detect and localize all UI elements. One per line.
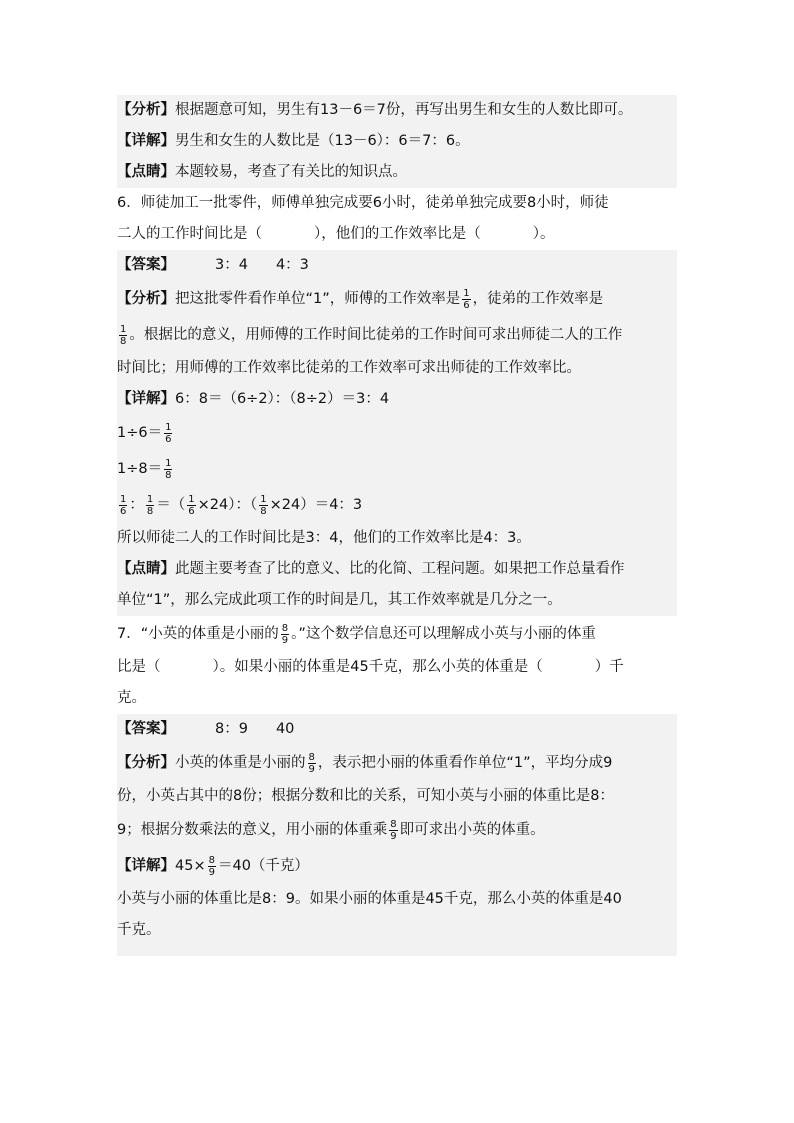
q6-text-a: 二人的工作时间比是（ xyxy=(117,226,262,242)
q6-text-c: ）。 xyxy=(532,226,555,242)
q7-answer-1: 8：9 xyxy=(215,721,248,737)
q6-comment-line-1 xyxy=(117,554,677,585)
q6-comment-line-2: 单位“1”，那么完成此项工作的时间是几，其工作效率就是几分之一。 xyxy=(117,585,677,616)
calc-mid: ×24）：（ xyxy=(197,497,258,513)
q7-analysis-b: ，表示把小丽的体重看作单位“1”，平均分成9 xyxy=(317,755,613,771)
q7-analysis-a: 小英的体重是小丽的 xyxy=(175,755,306,771)
q7-text-d: ）。如果小丽的体重是45千克，那么小英的体重是（ xyxy=(212,659,543,675)
q7-analysis-line-2: 份，小英占其中的8份；根据分数和比的关系，可知小英与小丽的体重比是8： xyxy=(117,781,677,812)
comment-tag: 【点睛】 xyxy=(117,164,175,180)
analysis-tag: 【分析】 xyxy=(117,755,175,771)
q6-solution-line-1 xyxy=(117,384,677,415)
q6-answer-2: 4：3 xyxy=(275,257,309,273)
analysis-text: 根据题意可知，男生有13－6＝7份，再写出男生和女生的人数比即可。 xyxy=(175,102,633,118)
q7-conclusion-line-2: 千克。 xyxy=(117,915,677,946)
fraction-eight-ninths: $\frac{8}{9}$ xyxy=(390,818,397,842)
fraction-one-sixth: $\frac{1}{6}$ xyxy=(188,493,195,517)
solution-tag: 【详解】 xyxy=(117,133,175,149)
fraction-one-sixth: $\frac{1}{6}$ xyxy=(165,421,172,445)
analysis-line xyxy=(117,95,677,126)
fraction-one-sixth: $\frac{1}{6}$ xyxy=(120,493,127,517)
q6-calc-line-4 xyxy=(117,487,677,523)
question-7-line-2 xyxy=(117,652,677,683)
fraction-one-eighth: $\frac{1}{8}$ xyxy=(146,493,154,517)
comment-line xyxy=(117,157,677,188)
q7-text-a: 7．“小英的体重是小丽的 xyxy=(117,626,279,642)
colon: ： xyxy=(129,497,144,513)
q6-comment-1: 此题主要考查了比的意义、比的化简、工程问题。如果把工作总量看作 xyxy=(175,561,625,577)
q6-analysis-line-2 xyxy=(117,317,677,353)
solution-tag: 【详解】 xyxy=(117,858,175,874)
q7-solution-line xyxy=(117,848,677,884)
fraction-eight-ninths: $\frac{8}{9}$ xyxy=(208,854,215,878)
solution-tag: 【详解】 xyxy=(117,391,175,407)
q6-analysis-a: 把这批零件看作单位“1”，师傅的工作效率是 xyxy=(175,291,461,307)
q6-answer-1: 3：4 xyxy=(215,257,248,273)
q7-solution-a: 45× xyxy=(175,858,206,874)
question-7-line-1 xyxy=(117,616,677,652)
q7-solution-b: ＝40（千克） xyxy=(217,858,309,874)
q7-conclusion-line-1: 小英与小丽的体重比是8：9。如果小丽的体重是45千克，那么小英的体重是40 xyxy=(117,884,677,915)
equals-open: ＝（ xyxy=(156,497,186,513)
q7-analysis-e: 即可求出小英的体重。 xyxy=(399,822,545,838)
q6-calc-2: 1÷6＝ xyxy=(117,425,163,441)
q7-text-e: ）千 xyxy=(594,659,624,675)
q7-answer-2: 40 xyxy=(275,721,295,737)
q6-calc-line-2 xyxy=(117,415,677,451)
q7-answer-line xyxy=(117,714,677,745)
fraction-one-eighth: $\frac{1}{8}$ xyxy=(120,323,127,347)
q6-answer-line xyxy=(117,250,677,281)
question-6-line-2 xyxy=(117,219,677,250)
question-6-line-1: 6．师徒加工一批零件，师傅单独完成要6小时，徒弟单独完成要8小时，师徒 xyxy=(117,188,677,219)
fraction-one-eighth: $\frac{1}{8}$ xyxy=(165,457,172,481)
solution-line xyxy=(117,126,677,157)
analysis-tag: 【分析】 xyxy=(117,102,175,118)
fraction-eight-ninths: $\frac{8}{9}$ xyxy=(281,622,289,646)
q6-solution-1: 6：8＝（6÷2）：（8÷2）＝3：4 xyxy=(175,391,390,407)
q7-analysis-d: 9；根据分数乘法的意义，用小丽的体重乘 xyxy=(117,822,388,838)
q6-text-b: ），他们的工作效率比是（ xyxy=(314,226,481,242)
answer-tag: 【答案】 xyxy=(117,257,175,273)
answer-tag: 【答案】 xyxy=(117,721,175,737)
q7-text-b: 。”这个数学信息还可以理解成小英与小丽的体重 xyxy=(291,626,596,642)
comment-text: 本题较易，考查了有关比的知识点。 xyxy=(175,164,407,180)
q6-analysis-line-3: 时间比；用师傅的工作效率比徒弟的工作效率可求出师徒的工作效率比。 xyxy=(117,353,677,384)
q7-analysis-line-1 xyxy=(117,745,677,781)
fraction-one-eighth: $\frac{1}{8}$ xyxy=(260,493,267,517)
comment-tag: 【点睛】 xyxy=(117,561,175,577)
q6-analysis-c: 。根据比的意义，用师傅的工作时间比徒弟的工作时间可求出师徒二人的工作 xyxy=(129,327,623,343)
document-page xyxy=(117,95,677,956)
q7-analysis-line-3 xyxy=(117,812,677,848)
analysis-tag: 【分析】 xyxy=(117,291,175,307)
solution-text: 男生和女生的人数比是（13－6）：6＝7：6。 xyxy=(175,133,470,149)
q6-analysis-line-1 xyxy=(117,281,677,317)
q7-text-c: 比是（ xyxy=(117,659,161,675)
calc-end: ×24）＝4：3 xyxy=(269,497,363,513)
q6-calc-line-3 xyxy=(117,451,677,487)
fraction-one-sixth: $\frac{1}{6}$ xyxy=(463,287,470,311)
fraction-eight-ninths: $\frac{8}{9}$ xyxy=(308,751,315,775)
q6-analysis-b: ，徒弟的工作效率是 xyxy=(472,291,604,307)
question-7-line-3: 克。 xyxy=(117,683,677,714)
q6-conclusion: 所以师徒二人的工作时间比是3：4，他们的工作效率比是4：3。 xyxy=(117,523,677,554)
q6-calc-3: 1÷8＝ xyxy=(117,461,163,477)
